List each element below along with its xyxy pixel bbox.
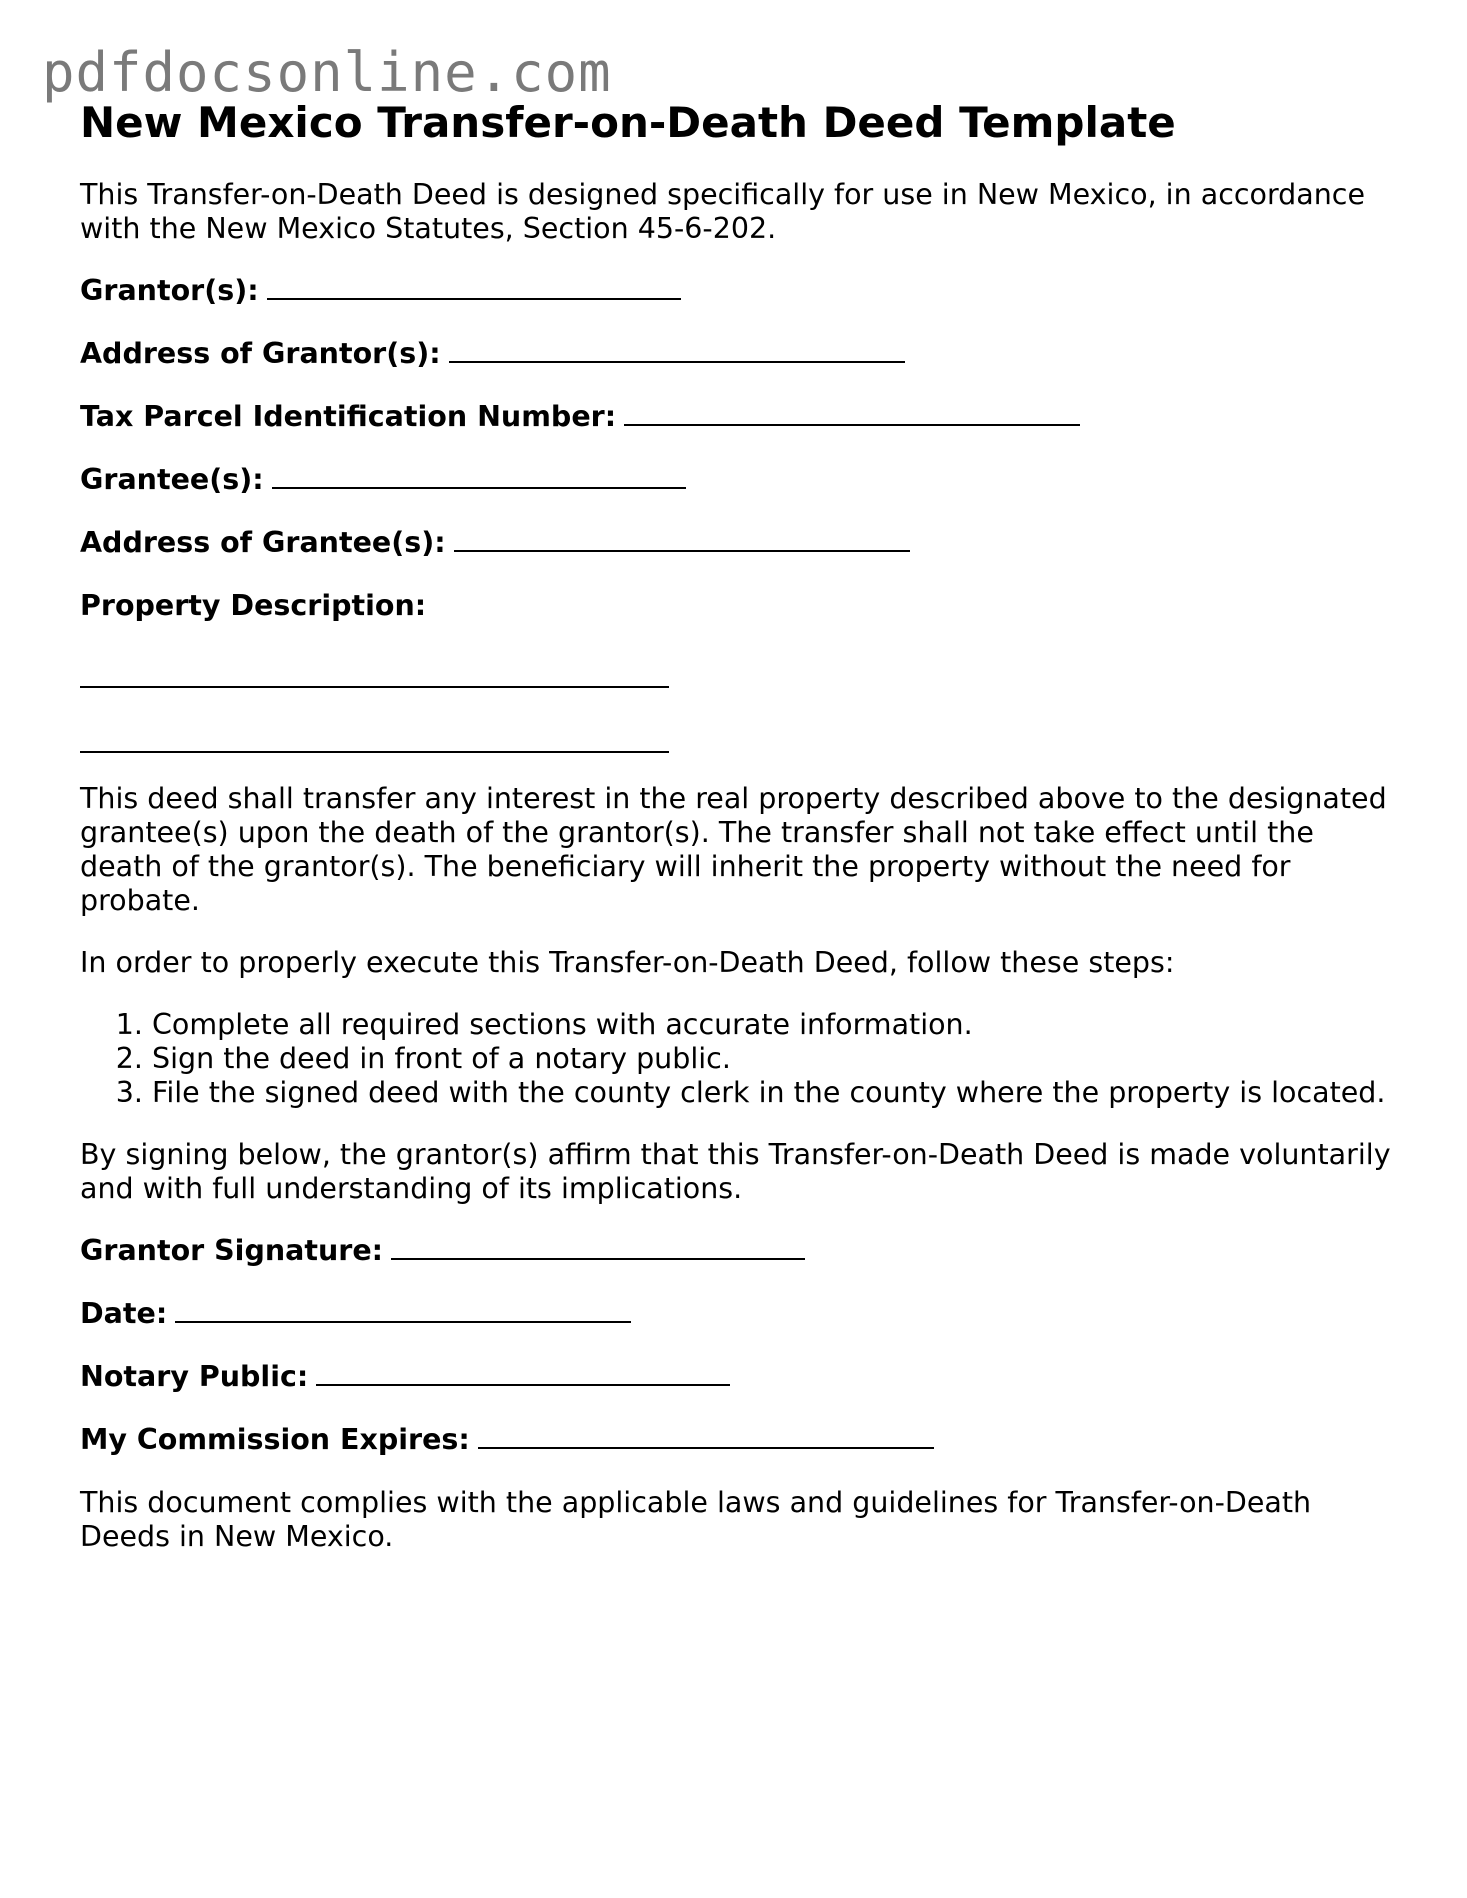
grantor-field[interactable] [80,274,1400,308]
grantor-signature-label: Grantor Signature: [80,1234,384,1268]
tax-parcel-field[interactable] [80,400,1400,434]
date-label: Date: [80,1297,168,1331]
steps-intro: In order to properly execute this Transfer-on-Death Deed, follow these steps: [80,946,1175,980]
notary-public-blank[interactable] [316,1360,730,1386]
grantee-blank[interactable] [272,463,686,489]
page-title: New Mexico Transfer-on-Death Deed Template [80,98,1176,147]
property-description-label: Property Description: [80,589,427,623]
grantor-address-blank[interactable] [449,337,905,363]
affirmation-paragraph: By signing below, the grantor(s) affirm that this Transfer-on-Death Deed is made voluntarily and with full understanding of its implications. [80,1138,1391,1206]
grantee-address-field[interactable] [80,526,1400,560]
intro-paragraph: This Transfer-on-Death Deed is designed specifically for use in New Mexico, in accordance with the New Mexico Statutes, Section 45-6-202. [80,178,1366,246]
compliance-paragraph: This document complies with the applicable laws and guidelines for Transfer-on-Death Deeds in New Mexico. [80,1486,1312,1554]
grantor-address-label: Address of Grantor(s): [80,337,441,371]
step-item: 2. Sign the deed in front of a notary public. [152,1042,1400,1076]
notary-public-label: Notary Public: [80,1360,309,1394]
steps-list [80,1008,1400,1110]
grantee-address-blank[interactable] [454,526,910,552]
grantee-label: Grantee(s): [80,463,264,497]
date-blank[interactable] [175,1297,631,1323]
transfer-paragraph: This deed shall transfer any interest in the real property described above to the designated grantee(s) upon the death of the grantor(s). The transfer shall not take effect until the death of the grantor(s). The beneficiary will inherit the property without the need for probate. [80,782,1387,918]
grantor-label: Grantor(s): [80,274,259,308]
property-description-line-1[interactable] [80,652,669,688]
step-item: 3. File the signed deed with the county clerk in the county where the property is located. [152,1076,1400,1110]
grantor-signature-field[interactable] [80,1234,1400,1268]
date-field[interactable] [80,1297,1400,1331]
grantor-signature-blank[interactable] [391,1234,805,1260]
notary-public-field[interactable] [80,1360,1400,1394]
document-body [80,98,1400,1582]
property-description-line-2[interactable] [80,717,669,753]
commission-expires-label: My Commission Expires: [80,1423,470,1457]
grantee-field[interactable] [80,463,1400,497]
watermark-logo: pdfdocsonline.com [42,41,612,104]
grantor-blank[interactable] [267,274,681,300]
grantor-address-field[interactable] [80,337,1400,371]
tax-parcel-label: Tax Parcel Identification Number: [80,400,617,434]
commission-expires-blank[interactable] [478,1423,934,1449]
commission-expires-field[interactable] [80,1423,1400,1457]
tax-parcel-blank[interactable] [624,400,1080,426]
grantee-address-label: Address of Grantee(s): [80,526,446,560]
step-item: 1. Complete all required sections with accurate information. [152,1008,1400,1042]
